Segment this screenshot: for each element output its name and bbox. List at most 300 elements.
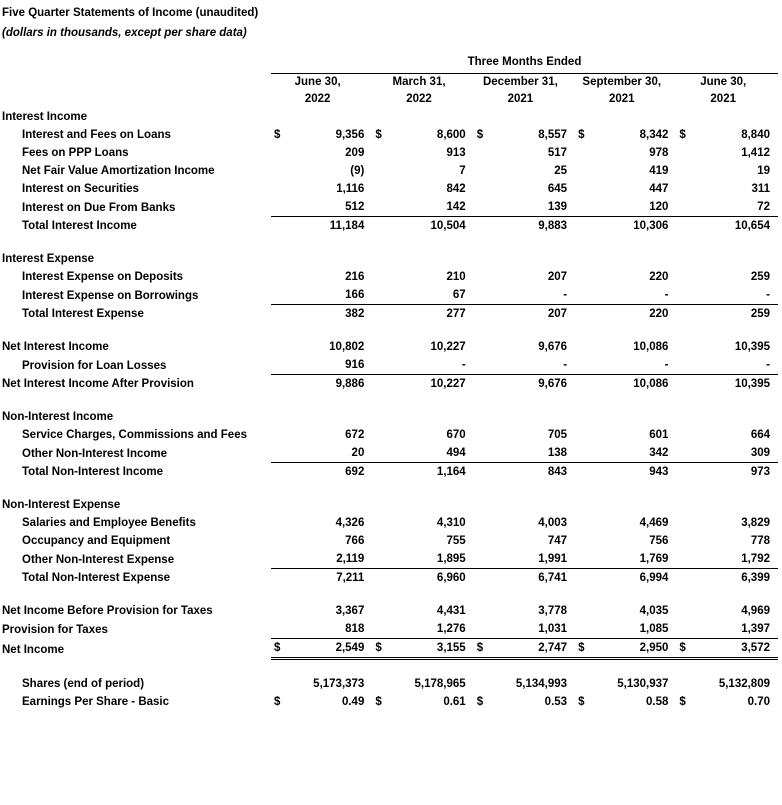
column-header-spacer-1 [0,74,271,92]
section-gap [0,235,778,250]
currency-symbol-cell [271,286,293,305]
currency-symbol-cell [474,550,496,569]
table-row [0,180,778,198]
currency-symbol-cell [575,426,597,444]
value-cell: 11,184 [293,217,372,236]
col-header-1-line1: June 30, [294,76,341,88]
currency-symbol-cell [474,675,496,693]
currency-symbol-cell [474,286,496,305]
value-cell: 6,960 [394,569,473,588]
value-cell: 4,431 [436,605,466,617]
value-cell: - [563,359,568,371]
value-cell: 10,395 [699,375,779,394]
table-row [0,514,778,532]
value-cell: 6,741 [496,569,575,588]
currency-symbol-cell [271,162,293,180]
currency-symbol-cell [575,444,597,463]
currency-symbol-cell [676,375,698,394]
value-cell: 8,840 [741,129,770,141]
col-header-2-line2: 2022 [406,93,432,105]
currency-symbol-cell [474,180,496,198]
value-cell: 9,356 [335,129,365,141]
currency-symbol-cell [372,444,394,463]
currency-symbol-cell [372,550,394,569]
value-cell: 138 [547,447,568,459]
currency-symbol-cell [676,305,698,324]
currency-symbol-cell: $ [679,696,686,708]
currency-symbol-cell [676,180,698,198]
currency-symbol-cell [575,602,597,620]
value-cell: 5,134,993 [515,678,568,690]
value-cell: 4,310 [436,517,466,529]
value-cell: 10,306 [597,217,676,236]
currency-symbol-cell [676,356,698,375]
col-header-4-line2: 2021 [608,93,635,105]
value-cell: 973 [699,463,779,482]
table-row [0,602,778,620]
section-heading: Interest Income [2,111,87,123]
value-cell: 842 [446,183,466,195]
currency-symbol-cell: $ [372,639,394,659]
table-body [0,108,778,711]
row-label: Fees on PPP Loans [22,147,129,159]
value-cell: 755 [446,535,466,547]
table-row [0,162,778,180]
value-cell: 25 [554,165,568,177]
currency-symbol-cell [676,620,698,639]
value-cell: 5,173,373 [313,678,365,690]
currency-symbol-cell: $ [271,639,293,659]
currency-symbol-cell: $ [476,696,484,708]
value-cell: 766 [345,535,365,547]
currency-symbol-cell: $ [676,639,698,659]
currency-symbol-cell [575,217,597,236]
table-row [0,693,778,711]
currency-symbol-cell [271,620,293,639]
row-label: Other Non-Interest Expense [22,553,175,566]
row-label: Service Charges, Commissions and Fees [22,429,247,441]
group-header-spacer [0,51,271,74]
currency-symbol-cell [575,305,597,324]
currency-symbol-cell: $ [476,129,484,141]
value-cell: 601 [649,429,669,441]
section-gap [0,481,778,496]
value-cell: 0.53 [544,696,568,708]
row-label: Net Income [2,643,64,656]
currency-symbol-cell [271,444,293,463]
table-row [0,198,778,217]
currency-symbol-cell [575,180,597,198]
currency-symbol-cell [372,463,394,482]
currency-symbol-cell [474,338,496,356]
col-header-1-line2: 2022 [304,93,331,105]
value-cell: 0.58 [646,696,669,708]
section-heading-row [0,250,778,268]
value-cell: 1,895 [436,553,466,565]
currency-symbol-cell [474,217,496,236]
value-cell: 756 [649,535,669,547]
value-cell: 311 [751,183,770,195]
currency-symbol-cell [474,569,496,588]
table-row [0,620,778,639]
row-label: Interest Expense on Borrowings [22,289,199,302]
currency-symbol-cell [271,268,293,286]
row-label: Salaries and Employee Benefits [22,517,196,529]
currency-symbol-cell [372,198,394,217]
value-cell: 3,829 [741,517,770,529]
value-cell: 10,227 [430,341,466,353]
value-cell: 913 [446,147,466,159]
row-label: Total Interest Expense [22,308,144,320]
row-label: Interest on Securities [22,183,139,195]
value-cell: 2,747 [496,639,575,659]
value-cell: 1,031 [538,623,568,635]
value-cell: 10,654 [699,217,779,236]
value-cell: 672 [345,429,365,441]
value-cell: 277 [394,305,473,324]
value-cell: 1,792 [741,553,770,565]
value-cell: - [766,289,770,301]
value-cell: 1,412 [741,147,770,159]
value-cell: 382 [293,305,372,324]
table-row [0,639,778,659]
table-row [0,268,778,286]
currency-symbol-cell [271,602,293,620]
value-cell: 9,676 [538,341,568,353]
currency-symbol-cell [474,444,496,463]
currency-symbol-cell [372,375,394,394]
section-heading: Interest Expense [2,253,95,265]
value-cell: 259 [750,271,770,283]
column-header-row-1 [0,74,778,92]
value-cell: 916 [345,359,365,371]
value-cell: 207 [547,271,568,283]
spacer-cell [0,659,778,676]
spacer-cell [0,481,778,496]
currency-symbol-cell [372,268,394,286]
currency-symbol-cell [372,305,394,324]
currency-symbol-cell [575,375,597,394]
row-label: Other Non-Interest Income [22,447,168,460]
table-row [0,356,778,375]
currency-symbol-cell [575,675,597,693]
col-header-2-line1: March 31, [392,76,446,88]
value-cell: 216 [345,271,365,283]
value-cell: 705 [547,429,568,441]
spacer-cell [0,587,778,602]
value-cell: 1,116 [336,183,365,195]
col-header-3-line1: December 31, [482,76,558,88]
currency-symbol-cell [372,532,394,550]
currency-symbol-cell [676,162,698,180]
currency-symbol-cell: $ [679,129,686,141]
currency-symbol-cell [474,602,496,620]
value-cell: 447 [649,183,669,195]
value-cell: 645 [547,183,568,195]
currency-symbol-cell [372,180,394,198]
income-statement-table [0,51,778,711]
currency-symbol-cell [271,144,293,162]
row-label: Earnings Per Share - Basic [22,696,170,708]
value-cell: 220 [597,305,676,324]
currency-symbol-cell [474,375,496,394]
row-label: Occupancy and Equipment [22,535,171,547]
currency-symbol-cell [271,514,293,532]
currency-symbol-cell [575,569,597,588]
currency-symbol-cell [372,162,394,180]
value-cell: 67 [452,289,466,301]
group-header-label: Three Months Ended [271,51,778,74]
currency-symbol-cell [474,620,496,639]
value-cell: 4,469 [639,517,669,529]
value-cell: 8,342 [639,129,669,141]
spacer-cell [0,235,778,250]
currency-symbol-cell [474,463,496,482]
currency-symbol-cell [575,463,597,482]
currency-symbol-cell [575,162,597,180]
currency-symbol-cell: $ [474,639,496,659]
row-label: Net Interest Income After Provision [2,378,194,390]
section-gap [0,393,778,408]
value-cell: 517 [547,147,568,159]
value-cell: 142 [446,201,466,213]
currency-symbol-cell: $ [578,129,585,141]
currency-symbol-cell [372,356,394,375]
col-header-5-line1: June 30, [700,76,747,88]
value-cell: 692 [293,463,372,482]
currency-symbol-cell [676,602,698,620]
table-row [0,217,778,236]
currency-symbol-cell [575,198,597,217]
currency-symbol-cell [372,602,394,620]
value-cell: 0.61 [443,696,466,708]
col-header-4-line1: September 30, [582,76,662,88]
value-cell: 512 [345,201,365,213]
value-cell: 8,557 [538,129,568,141]
currency-symbol-cell [676,569,698,588]
currency-symbol-cell [474,356,496,375]
currency-symbol-cell [372,426,394,444]
value-cell: 0.49 [341,696,365,708]
row-label: Interest Expense on Deposits [22,271,184,283]
currency-symbol-cell [676,675,698,693]
value-cell: 4,003 [538,517,568,529]
currency-symbol-cell [372,217,394,236]
currency-symbol-cell [271,463,293,482]
currency-symbol-cell [575,514,597,532]
value-cell: 20 [351,447,365,459]
row-label: Total Non-Interest Expense [22,572,171,584]
currency-symbol-cell [271,569,293,588]
value-cell: 3,367 [335,605,365,617]
value-cell: 120 [649,201,669,213]
table-row [0,338,778,356]
currency-symbol-cell [474,162,496,180]
value-cell: 8,600 [436,129,466,141]
currency-symbol-cell [271,180,293,198]
currency-symbol-cell [575,268,597,286]
table-row [0,375,778,394]
value-cell: 5,132,809 [718,678,770,690]
value-cell: 0.70 [747,696,770,708]
currency-symbol-cell [372,620,394,639]
value-cell: - [461,359,466,371]
currency-symbol-cell [474,268,496,286]
table-header [0,51,778,108]
section-gap [0,323,778,338]
table-row [0,675,778,693]
value-cell: 259 [699,305,779,324]
value-cell: 978 [649,147,669,159]
value-cell: 2,950 [597,639,676,659]
value-cell: 1,991 [538,553,568,565]
currency-symbol-cell [676,426,698,444]
currency-symbol-cell [372,144,394,162]
value-cell: 494 [446,447,466,459]
spacer-cell [0,323,778,338]
currency-symbol-cell [372,338,394,356]
value-cell: 1,276 [436,623,466,635]
row-label: Provision for Taxes [2,623,108,636]
currency-symbol-cell [271,338,293,356]
currency-symbol-cell [372,286,394,305]
value-cell: 6,399 [699,569,779,588]
currency-symbol-cell [372,675,394,693]
value-cell: 5,178,965 [414,678,466,690]
column-header-row-2 [0,91,778,108]
row-label: Net Income Before Provision for Taxes [2,605,213,617]
value-cell: 3,572 [699,639,779,659]
value-cell: 309 [750,447,770,459]
currency-symbol-cell: $ [273,129,281,141]
value-cell: 943 [597,463,676,482]
section-heading: Non-Interest Expense [2,499,121,511]
value-cell: 3,778 [538,605,568,617]
col-header-3-line2: 2021 [507,93,534,105]
value-cell: 220 [649,271,669,283]
col-header-5-line2: 2021 [710,93,736,105]
currency-symbol-cell [676,463,698,482]
value-cell: 10,227 [394,375,473,394]
currency-symbol-cell [575,356,597,375]
value-cell: 19 [757,165,770,177]
currency-symbol-cell [676,217,698,236]
value-cell: 9,883 [496,217,575,236]
section-heading-row [0,108,778,126]
value-cell: 670 [446,429,466,441]
value-cell: 9,676 [496,375,575,394]
currency-symbol-cell: $ [375,129,382,141]
row-label: Shares (end of period) [22,678,145,690]
section-gap [0,587,778,602]
currency-symbol-cell [474,198,496,217]
currency-symbol-cell [474,514,496,532]
row-label: Interest and Fees on Loans [22,129,171,141]
currency-symbol-cell [271,532,293,550]
row-label: Net Fair Value Amortization Income [22,165,215,177]
currency-symbol-cell: $ [273,696,281,708]
value-cell: 10,086 [633,341,669,353]
value-cell: 843 [496,463,575,482]
currency-symbol-cell [372,569,394,588]
value-cell: 747 [547,535,568,547]
title-block [0,0,782,41]
value-cell: 778 [750,535,770,547]
currency-symbol-cell [676,286,698,305]
currency-symbol-cell [575,286,597,305]
currency-symbol-cell [372,514,394,532]
table-row [0,463,778,482]
table-row [0,426,778,444]
value-cell: 10,802 [329,341,365,353]
value-cell: 207 [496,305,575,324]
currency-symbol-cell [575,144,597,162]
currency-symbol-cell: $ [578,696,585,708]
currency-symbol-cell [271,675,293,693]
value-cell: 1,769 [639,553,669,565]
value-cell: 4,326 [335,517,365,529]
group-header-row [0,51,778,74]
currency-symbol-cell [676,444,698,463]
value-cell: 664 [750,429,770,441]
value-cell: 72 [757,201,770,213]
page-subtitle: (dollars in thousands, except per share data) [2,27,247,39]
value-cell: 166 [345,289,365,301]
value-cell: - [664,289,669,301]
value-cell: 1,397 [741,623,770,635]
value-cell: 2,549 [293,639,372,659]
value-cell: 818 [345,623,365,635]
value-cell: 10,504 [394,217,473,236]
currency-symbol-cell [676,338,698,356]
currency-symbol-cell [271,356,293,375]
value-cell: - [563,289,568,301]
currency-symbol-cell [271,198,293,217]
table-row [0,286,778,305]
table-row [0,569,778,588]
table-row [0,126,778,144]
currency-symbol-cell: $ [575,639,597,659]
value-cell: 4,035 [639,605,669,617]
value-cell: (9) [350,165,365,177]
row-label: Total Interest Income [22,220,137,232]
value-cell: 4,969 [741,605,770,617]
table-row [0,305,778,324]
currency-symbol-cell [474,144,496,162]
row-label: Provision for Loan Losses [22,359,167,372]
currency-symbol-cell [271,375,293,394]
value-cell: - [664,359,669,371]
value-cell: 3,155 [394,639,473,659]
row-label: Net Interest Income [2,341,109,353]
page-title: Five Quarter Statements of Income (unaudited) [2,7,259,19]
table-row [0,532,778,550]
row-label: Total Non-Interest Income [22,466,163,478]
currency-symbol-cell [676,268,698,286]
section-heading: Non-Interest Income [2,411,114,423]
currency-symbol-cell [575,550,597,569]
value-cell: 210 [446,271,466,283]
value-cell: - [766,359,770,371]
currency-symbol-cell: $ [375,696,382,708]
value-cell: 419 [649,165,669,177]
value-cell: 342 [649,447,669,459]
currency-symbol-cell [474,532,496,550]
value-cell: 7,211 [293,569,372,588]
value-cell: 5,130,937 [617,678,669,690]
currency-symbol-cell [575,620,597,639]
value-cell: 1,085 [639,623,669,635]
